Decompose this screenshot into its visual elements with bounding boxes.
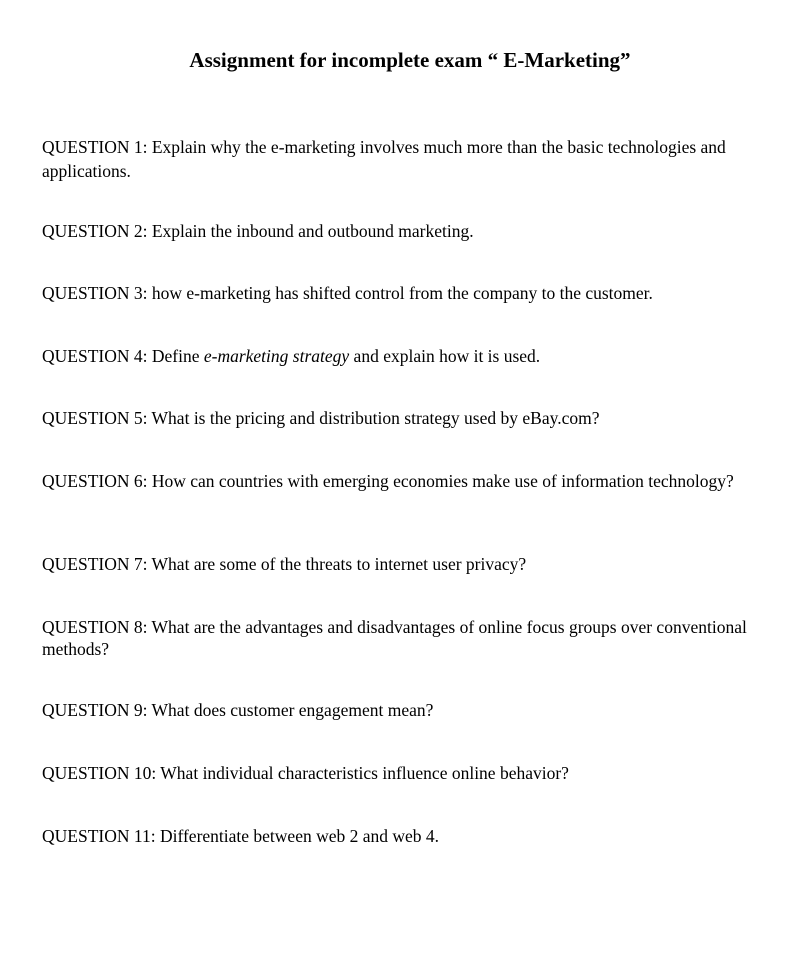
question-text: What individual characteristics influence online behavior?: [156, 763, 569, 783]
question-text: and explain how it is used.: [349, 346, 541, 366]
question-1: [42, 135, 758, 183]
question-4: [42, 345, 758, 367]
question-label: QUESTION 5:: [42, 408, 148, 428]
page-title: Assignment for incomplete exam “ E-Marketing”: [189, 48, 631, 72]
question-label: QUESTION 4:: [42, 346, 148, 366]
question-label: QUESTION 10:: [42, 763, 157, 783]
question-8: [42, 616, 758, 660]
question-text: What are some of the threats to internet user privacy?: [147, 554, 527, 574]
question-2: [42, 220, 758, 242]
question-label: QUESTION 11:: [42, 826, 156, 846]
question-text: What is the pricing and distribution strategy used by eBay.com?: [147, 408, 600, 428]
question-label: QUESTION 2:: [42, 221, 148, 241]
question-emphasis: e-marketing strategy: [203, 346, 350, 366]
question-5: [42, 407, 758, 429]
question-text: How can countries with emerging economies make use of information technology?: [147, 471, 734, 491]
question-11: [42, 825, 758, 847]
question-text: What are the advantages and disadvantages of online focus groups over conventional methods?: [42, 617, 747, 659]
question-3: [42, 282, 758, 304]
question-label: QUESTION 7:: [42, 554, 148, 574]
question-text: What does customer engagement mean?: [147, 700, 434, 720]
question-label: QUESTION 3:: [42, 283, 148, 303]
question-9: [42, 699, 758, 721]
question-7: [42, 553, 758, 575]
question-text: Define: [147, 346, 204, 366]
question-label: QUESTION 9:: [42, 700, 148, 720]
question-text: Differentiate between web 2 and web 4.: [155, 826, 440, 846]
question-label: QUESTION 1:: [42, 137, 148, 157]
question-text: how e-marketing has shifted control from the company to the customer.: [147, 283, 653, 303]
question-10: [42, 762, 758, 784]
question-6: [42, 470, 758, 492]
question-text: Explain the inbound and outbound marketing.: [147, 221, 474, 241]
question-label: QUESTION 8:: [42, 617, 148, 637]
question-text: Explain why the e-marketing involves much more than the basic technologies and applications.: [42, 137, 726, 181]
question-label: QUESTION 6:: [42, 471, 148, 491]
